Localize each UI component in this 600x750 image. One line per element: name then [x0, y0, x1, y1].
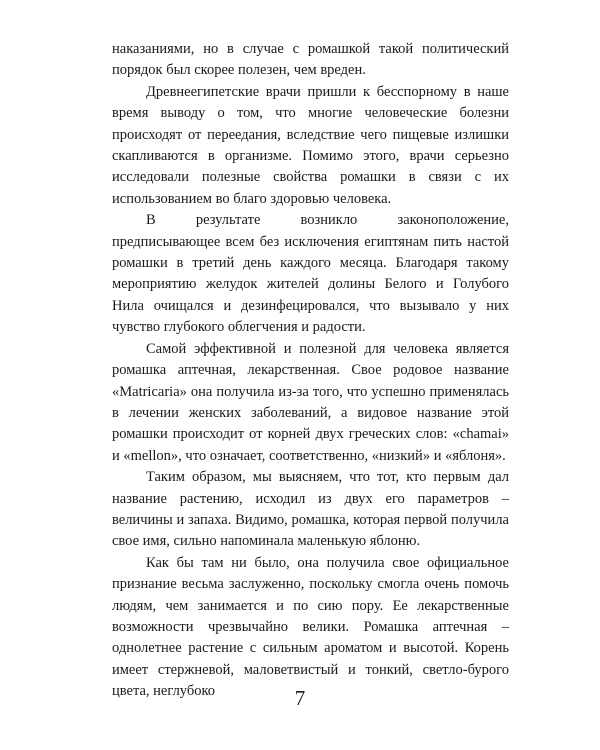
paragraph-continuation: наказаниями, но в случае с ромашкой такой политический порядок был скорее полезен, чем вреден. [112, 41, 509, 79]
paragraph: Самой эффективной и полезной для человека является ромашка аптечная, лекарственная. Свое родовое название «Matricaria» она получила из-за того, что успешно применялась в лечении женских заболеваний, а видовое название этой ромашки происходит от корней двух греческих слов: «chamai» и «mellon», что означает, соответственно, «низкий» и «яблоня». [112, 340, 509, 464]
paragraph: Как бы там ни было, она получила свое официальное признание весьма заслуженно, поскольку смогла очень помочь людям, чем занимается и по сию пору. Ее лекарственные возможности чрезвычайно велики. Ромашка аптечная – однолетнее растение с сильным ароматом и высотой. Корень имеет стержневой, маловетвистый и тонкий, светло-бурого цвета, неглубоко [112, 554, 509, 700]
body-text [112, 39, 509, 703]
paragraph: В результате возникло законоположение, предписывающее всем без исключения египтянам пить настой ромашки в третий день каждого месяца. Благодаря такому мероприятию желудок жителей долины Белого и Голубого Нила очищался и дезинфецировался, что вызывало у них чувство глубокого облегчения и радости. [112, 212, 509, 336]
page-number: 7 [294, 686, 306, 710]
paragraph: Древнеегипетские врачи пришли к бесспорному в наше время выводу о том, что многие человеческие болезни происходят от переедания, вследствие чего пищевые излишки скапливаются в организме. Помимо этого, врачи серьезно исследовали полезные свойства ромашки в связи с их использованием во благо здоровью человека. [112, 83, 509, 207]
paragraph: Таким образом, мы выясняем, что тот, кто первым дал название растению, исходил из двух его параметров – величины и запаха. Видимо, ромашка, которая первой получила свое имя, сильно напоминала маленькую яблоню. [112, 469, 509, 550]
